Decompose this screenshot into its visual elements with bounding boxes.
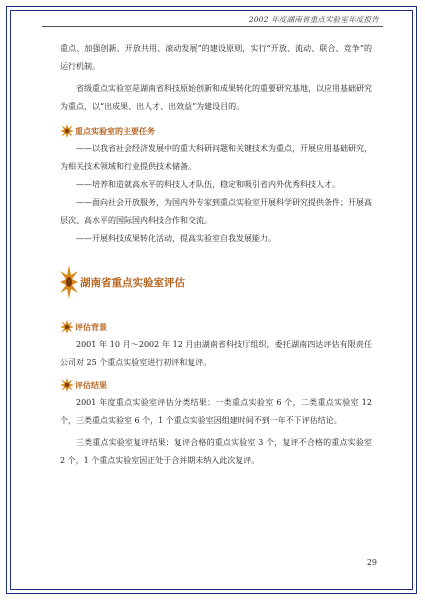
section-heading-background <box>60 318 372 336</box>
starburst-icon <box>60 124 74 138</box>
paragraph-principles: 重点、加强创新、开放共用、滚动发展”的建设原则，实行“开放、流动、联合、竞争”的运行机制。 <box>60 44 372 71</box>
paragraph-background: 2001 年 10 月～2002 年 12 月由湖南省科技厅组织，委托湖南四达评估有限责任公司对 25 个重点实验室进行初评和复评。 <box>60 340 372 367</box>
task-item: ——培养和造就高水平的科技人才队伍，稳定和吸引省内外优秀科技人才。 <box>76 180 340 189</box>
header-rule <box>42 26 383 27</box>
section-heading-results-text: 评估结果 <box>75 379 107 390</box>
paragraph-lab-role: 省级重点实验室是湖南省科技原始创新和成果转化的重要研究基地，以应用基础研究为重点，以“出成果、出人才、出效益”为建设目的。 <box>60 84 372 111</box>
section-heading-evaluation-text: 湖南省重点实验室评估 <box>80 276 185 289</box>
paragraph-results-classification: 2001 年度重点实验室评估分类结果：一类重点实验室 6 个，二类重点实验室 12 个，三类重点实验室 6 个，1 个重点实验室因组建时间不到一年不下评估结论。 <box>60 398 372 425</box>
starburst-icon <box>60 378 74 392</box>
running-header: 2002 年度湖南省重点实验室年度报告 <box>248 15 379 24</box>
section-heading-tasks-text: 重点实验室的主要任务 <box>75 125 155 136</box>
section-heading-tasks <box>60 122 372 140</box>
page-number: 29 <box>366 558 377 567</box>
section-heading-evaluation <box>60 260 372 304</box>
section-heading-background-text: 评估背景 <box>75 321 107 332</box>
section-heading-results <box>60 376 372 394</box>
starburst-icon <box>60 320 74 334</box>
starburst-icon <box>60 265 78 299</box>
task-item: ——以我省社会经济发展中的重大科研问题和关键技术为重点，开展应用基础研究，为相关技术领域和行业提供技术储备。 <box>60 144 372 171</box>
task-item: ——开展科技成果转化活动，提高实验室自我发展能力。 <box>76 234 276 243</box>
paragraph-results-reevaluation: 三类重点实验室复评结果：复评合格的重点实验室 3 个，复评不合格的重点实验室 2 个，1 个重点实验室因正处于合并期未纳入此次复评。 <box>60 438 372 465</box>
task-item: ——面向社会开放服务，为国内外专家到重点实验室开展科学研究提供条件；开展高层次、高水平的国际国内科技合作和交流。 <box>60 198 372 225</box>
page-content <box>60 40 372 470</box>
